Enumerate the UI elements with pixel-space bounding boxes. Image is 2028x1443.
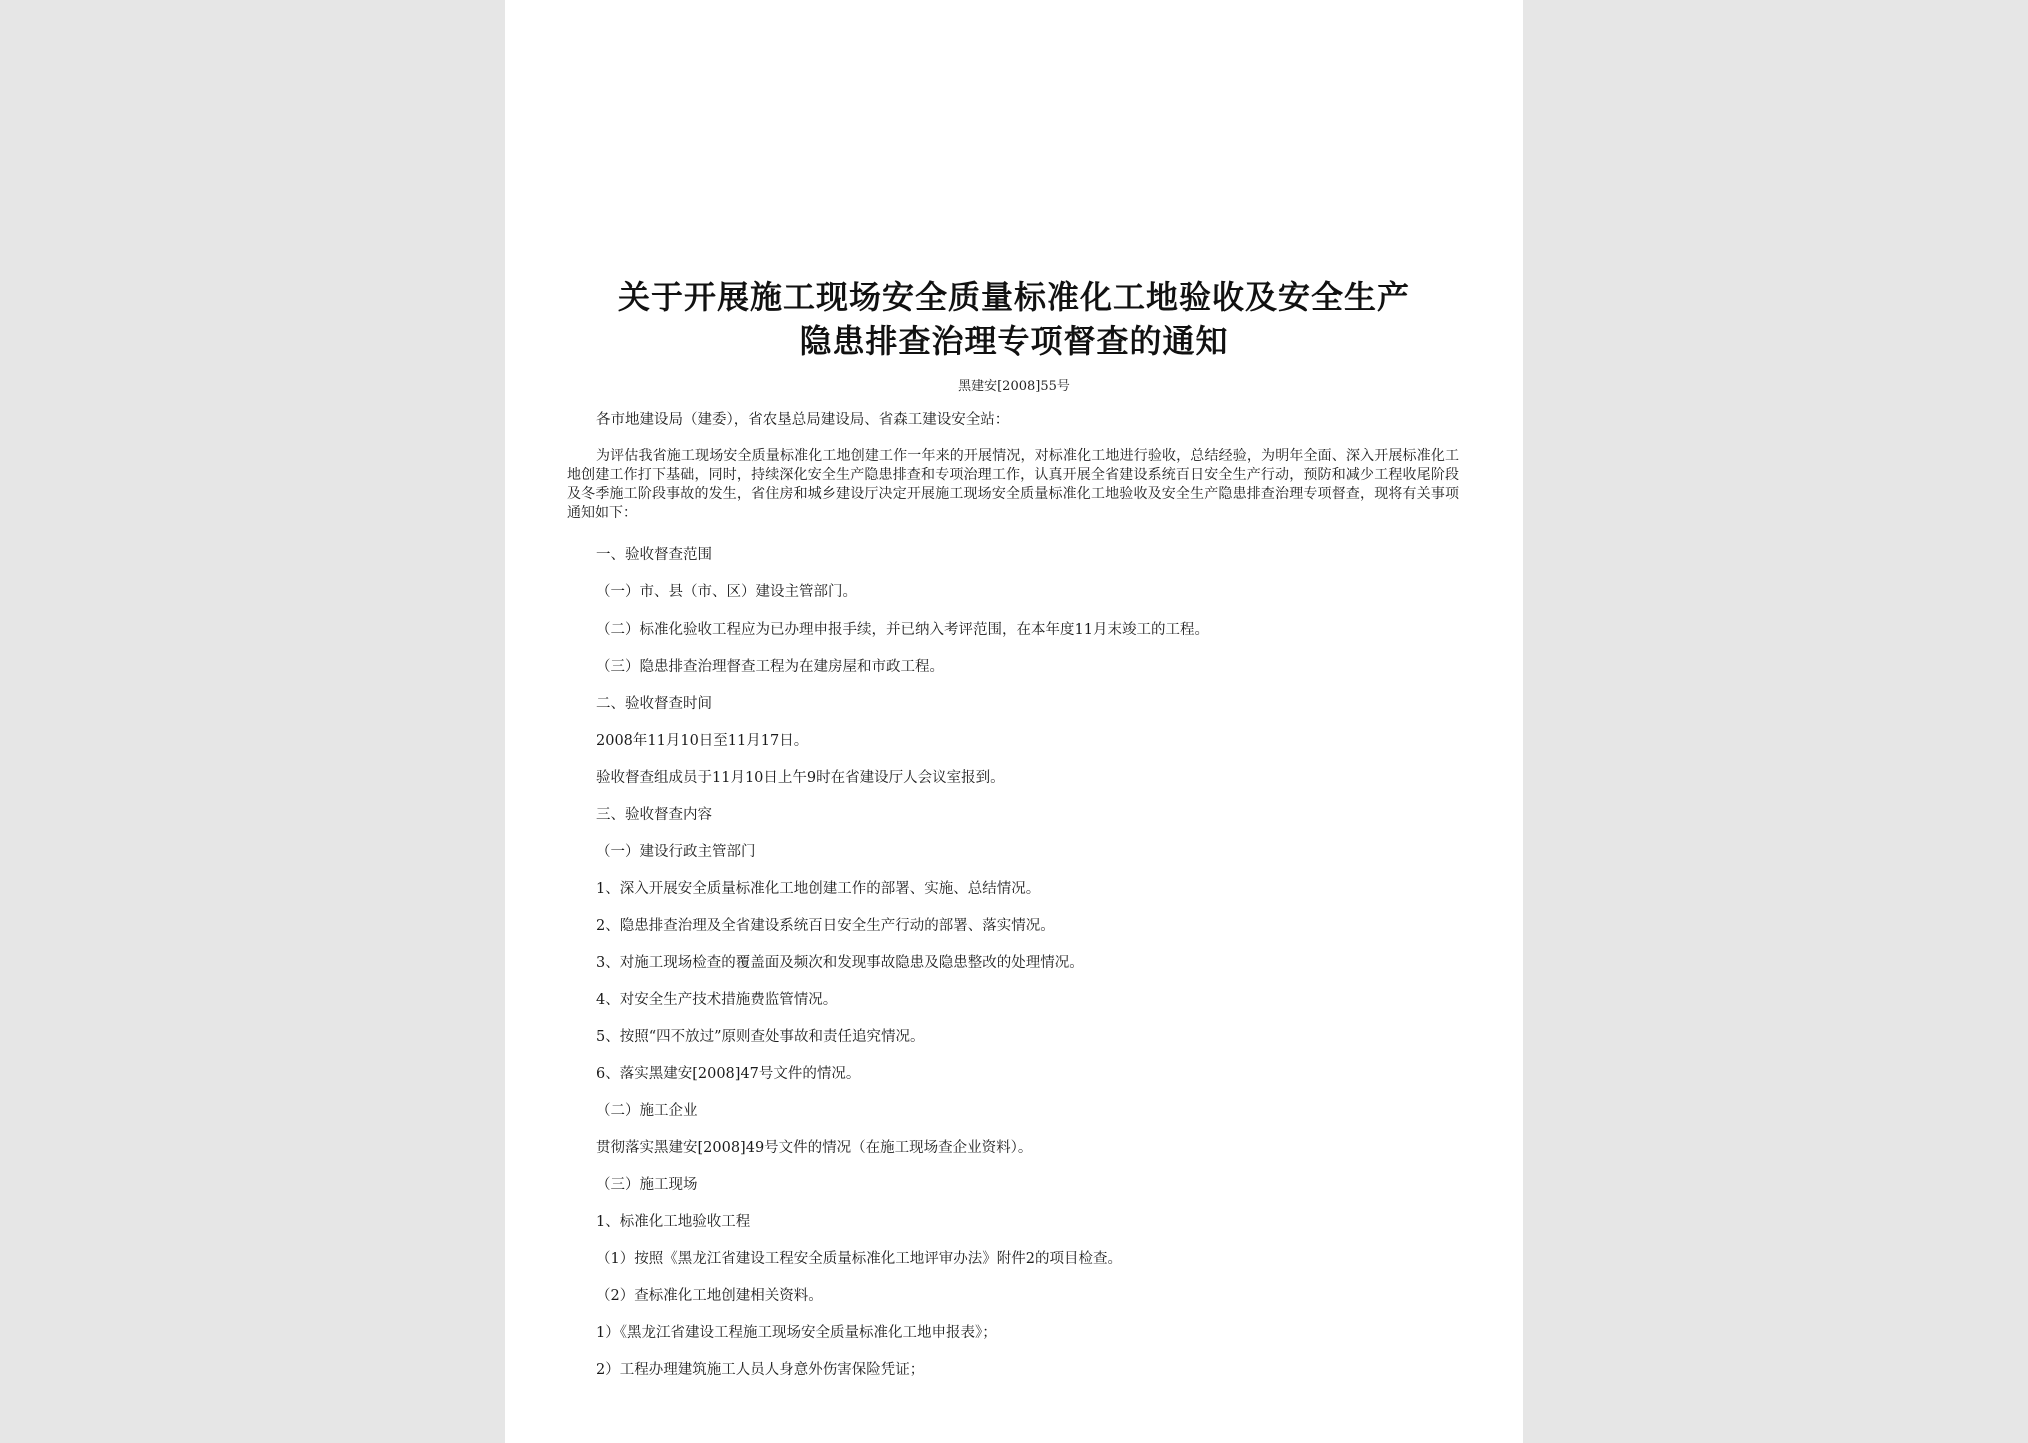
section-heading: 三、验收督查内容 [596, 807, 712, 823]
text-line: 2、隐患排查治理及全省建设系统百日安全生产行动的部署、落实情况。 [596, 918, 1055, 934]
text-line: （2）查标准化工地创建相关资料。 [596, 1288, 823, 1304]
document-title-line-2: 隐患排查治理专项督查的通知 [799, 322, 1229, 360]
text-line: （一）建设行政主管部门 [596, 844, 756, 860]
text-line: （三）隐患排查治理督查工程为在建房屋和市政工程。 [596, 659, 944, 675]
text-line: 验收督查组成员于11月10日上午9时在省建设厅人会议室报到。 [596, 770, 1005, 786]
text-line: 5、按照“四不放过”原则查处事故和责任追究情况。 [596, 1029, 925, 1045]
section-heading: 二、验收督查时间 [596, 696, 712, 712]
section-heading: 一、验收督查范围 [596, 547, 712, 563]
text-line: （一）市、县（市、区）建设主管部门。 [596, 584, 857, 600]
text-line: 1）《黑龙江省建设工程施工现场安全质量标准化工地申报表》； [596, 1325, 997, 1341]
text-line: （二）标准化验收工程应为已办理申报手续，并已纳入考评范围，在本年度11月末竣工的工程。 [596, 622, 1209, 638]
document-number: 黑建安[2008]55号 [958, 379, 1070, 394]
text-line: 1、标准化工地验收工程 [596, 1214, 751, 1230]
document-title-line-1: 关于开展施工现场安全质量标准化工地验收及安全生产 [617, 278, 1410, 316]
text-line: 6、落实黑建安[2008]47号文件的情况。 [596, 1066, 861, 1082]
document-page [505, 0, 1523, 1443]
text-line: （二）施工企业 [596, 1103, 698, 1119]
text-line: （三）施工现场 [596, 1177, 698, 1193]
text-line: 贯彻落实黑建安[2008]49号文件的情况（在施工现场查企业资料）。 [596, 1140, 1033, 1156]
text-line: 4、对安全生产技术措施费监管情况。 [596, 992, 838, 1008]
text-line: （1）按照《黑龙江省建设工程安全质量标准化工地评审办法》附件2的项目检查。 [596, 1251, 1122, 1267]
text-line: 3、对施工现场检查的覆盖面及频次和发现事故隐患及隐患整改的处理情况。 [596, 955, 1084, 971]
text-line: 1、深入开展安全质量标准化工地创建工作的部署、实施、总结情况。 [596, 881, 1041, 897]
salutation: 各市地建设局（建委），省农垦总局建设局、省森工建设安全站： [596, 412, 1010, 428]
text-line: 2）工程办理建筑施工人员人身意外伤害保险凭证； [596, 1362, 925, 1378]
intro-paragraph: 为评估我省施工现场安全质量标准化工地创建工作一年来的开展情况，对标准化工地进行验收，总结经验，为明年全面、深入开展标准化工地创建工作打下基础，同时，持续深化安全生产隐患排查和专项治理工作，认真开展全省建设系统百日安全生产行动，预防和减少工程收尾阶段及冬季施工阶段事故的发生，省住房和城乡建设厅决定开展施工现场安全质量标准化工地验收及安全生产隐患排查治理专项督查，现将有关事项通知如下： [567, 448, 1459, 521]
text-line: 2008年11月10日至11月17日。 [596, 733, 809, 749]
